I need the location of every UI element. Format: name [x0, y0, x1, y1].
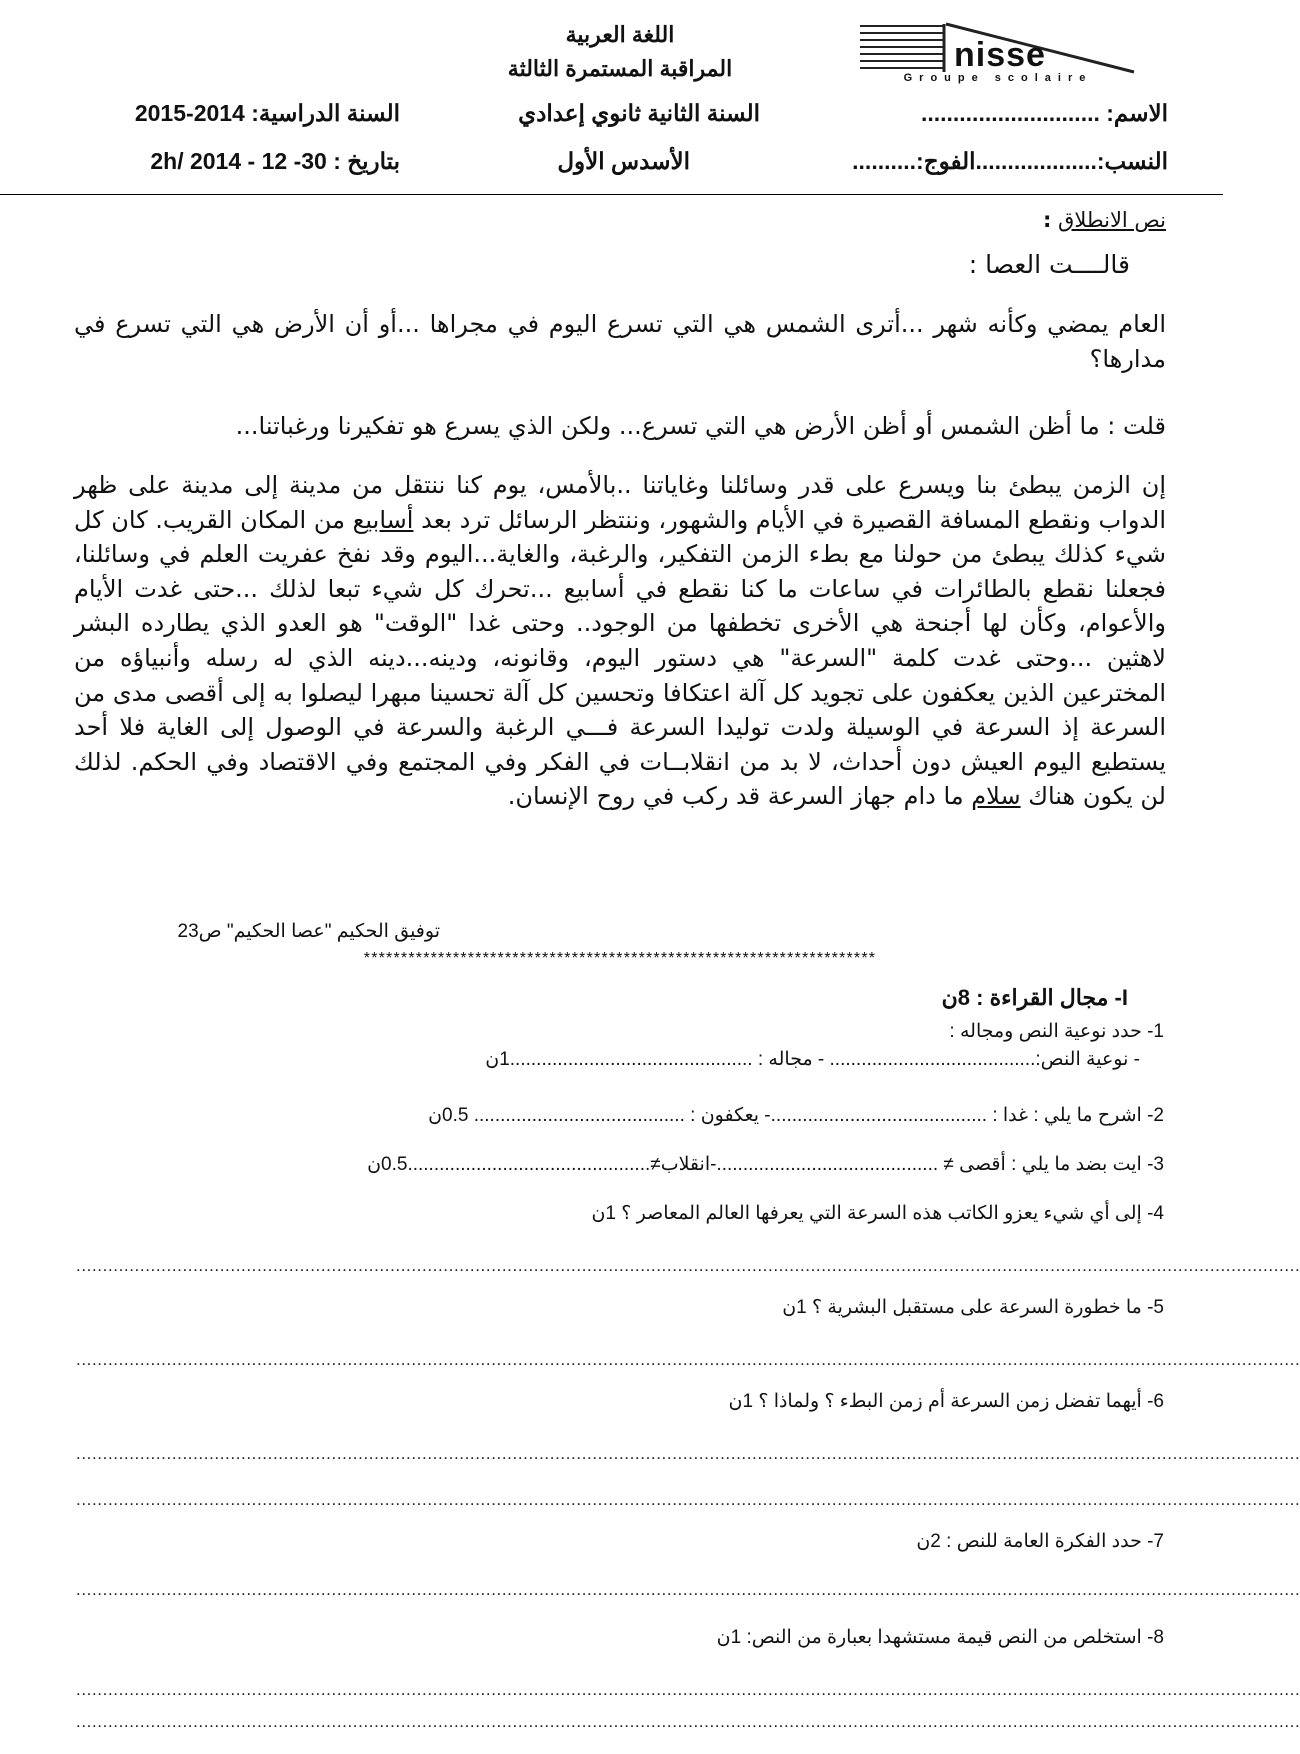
answer-line: ......................................................................................................................................................................................................................................: [76, 1680, 1300, 1699]
passage-label: نص الانطلاق: [1058, 208, 1166, 232]
underlined-word-weeks: أسابيع: [352, 505, 414, 534]
family-group-field: النسب:...................الفوج:..........: [852, 148, 1168, 174]
answer-line: ......................................................................................................................................................................................................................................: [76, 1444, 1300, 1463]
answer-line: ......................................................................................................................................................................................................................................: [76, 1350, 1300, 1369]
semester: الأسدس الأول: [557, 148, 690, 174]
passage-paragraph-3: [74, 468, 1166, 814]
exam-date: بتاريخ : 30- 12 - 2014 /2h: [150, 148, 400, 174]
speaker-line: قالــــت العصا :: [968, 250, 1130, 279]
question-6: 6- أيهما تفضل زمن السرعة أم زمن البطء ؟ ولماذا ؟ 1ن: [728, 1391, 1164, 1412]
question-2: 2- اشرح ما يلي : غدا : .........................................- يعكفون : ........................................ 0.5ن: [428, 1105, 1164, 1126]
passage-paragraph-1: العام يمضي وكأنه شهر ...أترى الشمس هي التي تسرع اليوم في مجراها ...أو أن الأرض هي التي تسرع في مدارها؟: [74, 310, 1166, 373]
logo-subtext: Groupe scolaire: [903, 72, 1093, 84]
passage-paragraph-2: قلت : ما أظن الشمس أو أظن الأرض هي التي تسرع... ولكن الذي يسرع هو تفكيرنا ورغباتنا...: [235, 412, 1166, 440]
name-field: الاسم: ............................: [920, 100, 1168, 126]
paragraph-3-part-1: إن الزمن يبطئ بنا ويسرع على قدر وسائلنا وغاياتنا ..بالأمس، يوم كنا ننتقل من مدينة إلى مدينة على ظهر الدواب ونقطع المسافة القصيرة في الأيام والشهور، وننتظر الرسائل ترد بعد: [74, 471, 1166, 534]
header-divider: [0, 194, 1223, 195]
question-3: 3- ايت بضد ما يلي : أقصى ≠ ..........................................-انقلاب≠..............................................0.5ن: [367, 1154, 1164, 1175]
reading-section-title: I- مجال القراءة : 8ن: [941, 985, 1128, 1010]
passage-source: توفيق الحكيم "عصا الحكيم" ص23: [177, 921, 440, 942]
paragraph-3-part-3: ما دام جهاز السرعة قد ركب في روح الإنسان.: [507, 782, 972, 811]
school-year: السنة الدراسية: 2014-2015: [134, 100, 400, 126]
passage-label-colon: :: [1042, 208, 1052, 232]
logo-text: nisse: [954, 36, 1046, 74]
answer-line: ......................................................................................................................................................................................................................................: [76, 1712, 1300, 1731]
question-5: 5- ما خطورة السرعة على مستقبل البشرية ؟ 1ن: [782, 1297, 1164, 1318]
answer-line: ......................................................................................................................................................................................................................................: [76, 1490, 1300, 1509]
separator-line: *********************************************************************: [363, 950, 877, 967]
paragraph-3-part-2: من المكان القريب. كان كل شيء كذلك يبطئ من حولنا مع بطء الزمن التفكير، والرغبة، والغاية...اليوم وقد نفخ عفريت العلم في وسائلنا، فجعلنا نقطع بالطائرات في ساعات ما كنا نقطع في أسابيع ...تحرك كل شيء تبعا لذلك ...حتى غدت الأيام والأعوام، وكأن لها أجنحة هي الأخرى تخطفها من الوجود.. وحتى غدا "الوقت" هو العدو الذي يطارده البشر لاهثين ...وحتى غدت كلمة "السرعة" هي دستور اليوم، وقانونه، ودينه...دينه الذي له رسله وأنبياؤه من المخترعين الذين يعكفون على تجويد كل آلة اعتكافا وتحسين كل آلة تحسينا مبهرا ليصلوا به إلى أقصى مدى من السرعة إذ السرعة في الوسيلة ولدت توليدا السرعة فـــي الرغبة والسرعة في الوصول إلى الغاية فلا أحد يستطيع اليوم العيش دون أحداث، لا بد من انقلابــات في الفكر وفي المجتمع وفي الاقتصاد وفي الحكم. لذلك لن يكون هناك: [74, 505, 1166, 811]
question-1: 1- حدد نوعية النص ومجاله :: [949, 1021, 1164, 1042]
class-level: السنة الثانية ثانوي إعدادي: [518, 100, 760, 126]
question-7: 7- حدد الفكرة العامة للنص : 2ن: [916, 1531, 1164, 1552]
question-4: 4- إلى أي شيء يعزو الكاتب هذه السرعة التي يعرفها العالم المعاصر ؟ 1ن: [591, 1203, 1164, 1224]
question-8: 8- استخلص من النص قيمة مستشهدا بعبارة من النص: 1ن: [716, 1627, 1164, 1648]
exam-title: المراقبة المستمرة الثالثة: [507, 56, 733, 81]
passage-label-row: [1043, 208, 1166, 232]
underlined-word-peace: سلام: [971, 782, 1021, 811]
subject-title: اللغة العربية: [565, 22, 675, 47]
question-1-answer-line: - نوعية النص:....................................... - مجاله : ..............................................1ن: [485, 1049, 1140, 1070]
school-logo: [858, 20, 1138, 86]
answer-line: ......................................................................................................................................................................................................................................: [76, 1256, 1300, 1275]
answer-line: ......................................................................................................................................................................................................................................: [76, 1580, 1300, 1599]
